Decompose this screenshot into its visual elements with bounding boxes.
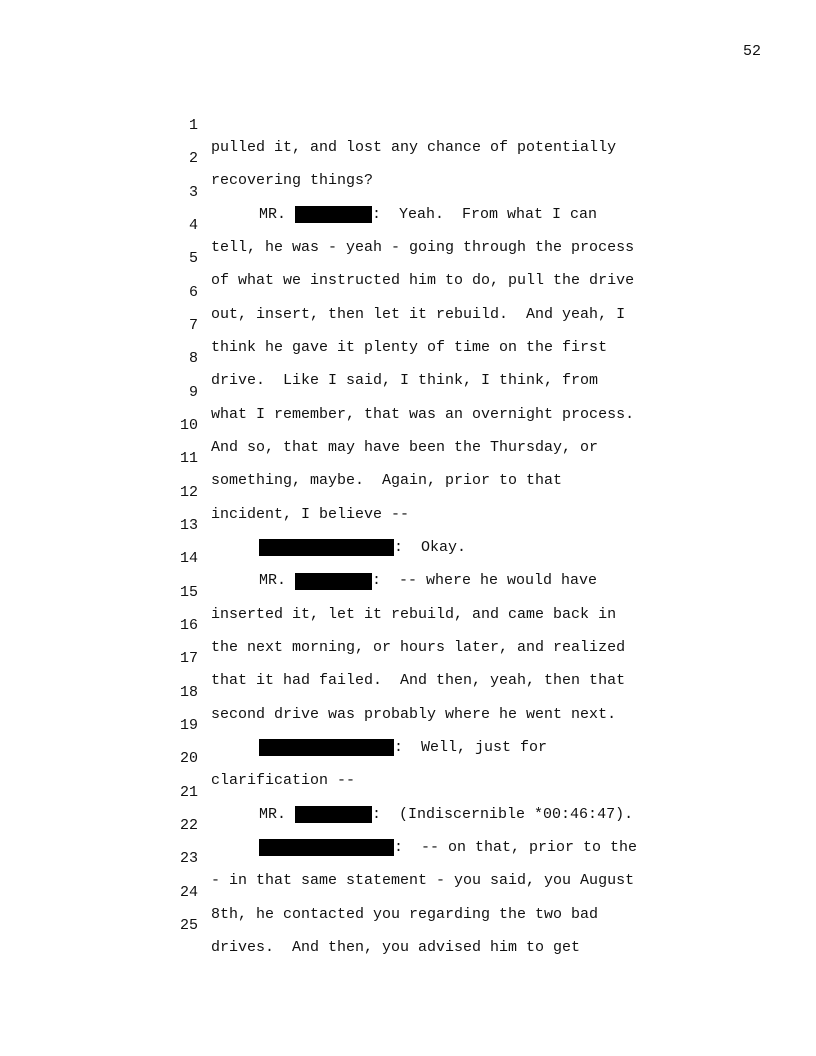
line-text: - in that same statement - you said, you August [211, 872, 635, 890]
transcript-line [0, 326, 816, 390]
line-number: 6 [188, 283, 198, 301]
line-number: 20 [179, 750, 198, 768]
line-number: 21 [179, 783, 198, 801]
line-text: think he gave it plenty of time on the first [211, 338, 608, 356]
line-number: 3 [188, 183, 198, 201]
line-number: 14 [179, 550, 198, 568]
line-text: drives. And then, you advised him to get [211, 938, 581, 956]
line-text: Okay. [421, 538, 467, 556]
transcript-line [0, 360, 816, 423]
line-text: that it had failed. And then, yeah, then that [211, 672, 626, 690]
transcript-line [0, 760, 816, 823]
line-text: (Indiscernible *00:46:47). [399, 805, 634, 823]
transcript-body [0, 93, 816, 956]
line-number: 16 [179, 616, 198, 634]
line-text: recovering things? [211, 172, 374, 190]
line-text: drive. Like I said, I think, I think, from [211, 372, 599, 390]
line-number: 24 [179, 883, 198, 901]
line-number: 23 [179, 850, 198, 868]
transcript-line [0, 526, 816, 590]
speaker-colon: : [372, 572, 400, 590]
line-text: pulled it, and lost any chance of potentially [211, 139, 617, 156]
speaker-title: MR. [259, 205, 296, 223]
speaker-title: MR. [259, 572, 296, 590]
page-number: 52 [742, 43, 761, 60]
transcript-line [0, 860, 816, 923]
speaker-colon: : [372, 805, 400, 823]
speaker-colon: : [394, 738, 422, 756]
transcript-line [0, 226, 816, 290]
transcript-line [0, 126, 816, 190]
line-text: -- where he would have [399, 572, 598, 590]
transcript-line [0, 293, 816, 356]
line-text: something, maybe. Again, prior to that [211, 472, 563, 490]
transcript-line [0, 93, 816, 156]
line-text: Well, just for [421, 738, 548, 756]
transcript-line [0, 393, 816, 456]
transcript-line [0, 560, 816, 623]
line-text: -- on that, prior to the [421, 838, 638, 856]
transcript-line [0, 460, 816, 523]
transcript-line [0, 626, 816, 690]
line-text: out, insert, then let it rebuild. And yeah, I [211, 305, 626, 323]
line-number: 25 [179, 916, 198, 934]
line-text: And so, that may have been the Thursday, or [211, 438, 599, 456]
speaker-colon: : [394, 838, 422, 856]
transcript-line [0, 826, 816, 890]
line-text: what I remember, that was an overnight process. [211, 405, 635, 423]
transcript-line [0, 693, 816, 756]
line-number: 15 [179, 583, 198, 601]
transcript-line [0, 160, 816, 223]
line-number: 18 [179, 683, 198, 701]
line-number: 22 [179, 816, 198, 834]
transcript-line [0, 660, 816, 723]
speaker-title: MR. [259, 805, 296, 823]
line-text: 8th, he contacted you regarding the two bad [211, 905, 599, 923]
line-number: 17 [179, 650, 198, 668]
line-text: second drive was probably where he went next. [211, 705, 617, 723]
line-text: the next morning, or hours later, and realized [211, 638, 626, 656]
line-text: Yeah. From what I can [399, 205, 598, 223]
line-number: 2 [188, 150, 198, 168]
transcript-line [0, 793, 816, 856]
line-number: 11 [179, 450, 198, 468]
transcript-line [0, 726, 816, 790]
line-number: 7 [188, 316, 198, 334]
line-text: clarification -- [211, 772, 356, 790]
transcript-line [0, 593, 816, 656]
line-text: inserted it, let it rebuild, and came back in [211, 605, 617, 623]
line-number: 5 [188, 250, 198, 268]
line-number: 9 [188, 383, 198, 401]
transcript-line [0, 493, 816, 556]
transcript-line [0, 426, 816, 490]
speaker-colon: : [394, 538, 422, 556]
line-number: 4 [188, 216, 198, 234]
line-number: 10 [179, 416, 198, 434]
transcript-line [0, 193, 816, 256]
line-number: 12 [179, 483, 198, 501]
line-number: 13 [179, 516, 198, 534]
line-text: of what we instructed him to do, pull the drive [211, 272, 635, 290]
transcript-line [0, 893, 816, 956]
line-text: tell, he was - yeah - going through the process [211, 238, 635, 256]
line-number: 1 [188, 117, 198, 134]
line-number: 19 [179, 716, 198, 734]
line-text: incident, I believe -- [211, 505, 410, 523]
transcript-line [0, 260, 816, 323]
speaker-colon: : [372, 205, 400, 223]
line-number: 8 [188, 350, 198, 368]
